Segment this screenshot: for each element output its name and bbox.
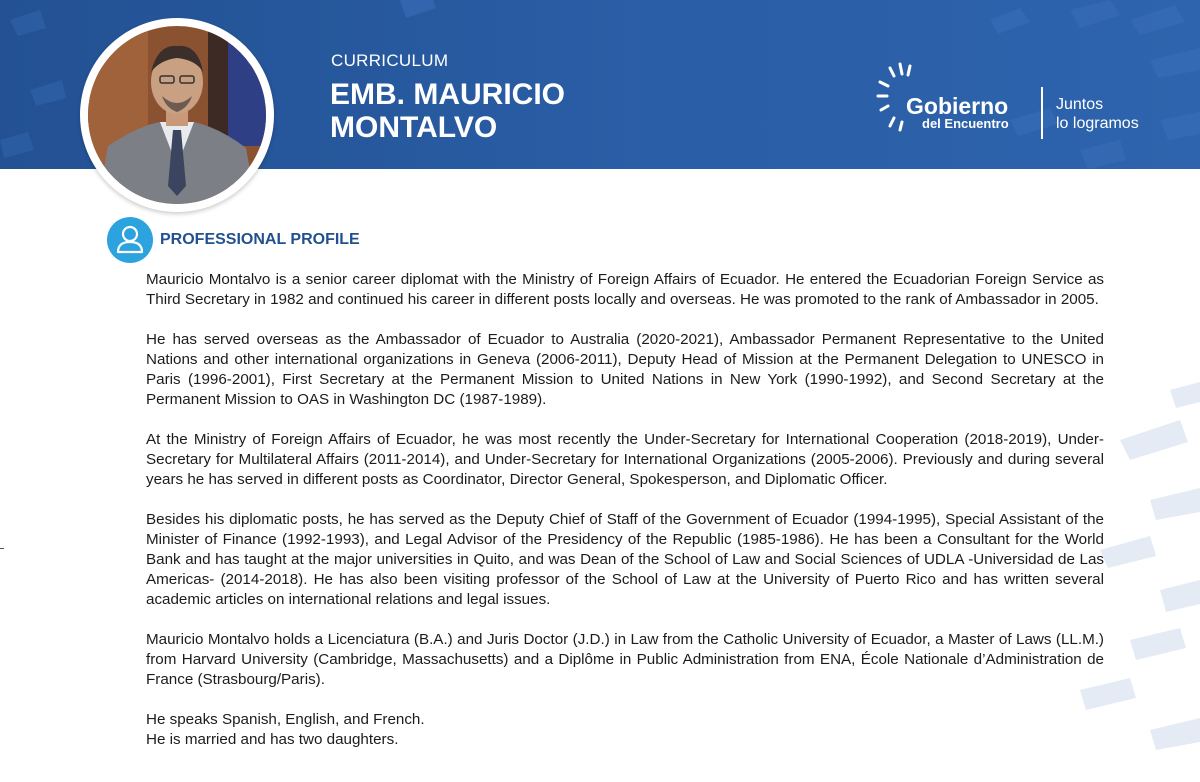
- person-icon: [107, 217, 153, 263]
- paragraph: He has served overseas as the Ambassador of Ecuador to Australia (2020-2021), Ambassador Permanent Representative to the United Nations and other international organizations in Geneva (2006-2011), Deputy Head of Mission at the Permanent Delegation to UNESCO in Paris (1996-2001), First Secretary at the Permanent Mission to United Nations in New York (1990-1992), and Second Secretary at the Permanent Mission to OAS in Washington DC (1987-1989).: [146, 331, 1104, 408]
- paragraph: At the Ministry of Foreign Affairs of Ecuador, he was most recently the Under-Secretary for International Cooperation (2018-2019), Under-Secretary for Multilateral Affairs (2011-2014), and Under-Secretary for International Organizations (2005-2006). Previously and during several years he has served in different posts as Coordinator, Director General, Spokesperson, and Diplomatic Officer.: [146, 431, 1104, 488]
- logo-brand-name: Gobierno: [906, 93, 1009, 119]
- section-title: PROFESSIONAL PROFILE: [160, 231, 360, 248]
- person-name: [330, 78, 565, 144]
- logo-divider: [1041, 87, 1043, 139]
- profile-body: [146, 270, 1104, 750]
- portrait-photo: [88, 26, 266, 204]
- paragraph: Besides his diplomatic posts, he has served as the Deputy Chief of Staff of the Government of Ecuador (1994-1995), Special Assistant of the Minister of Finance (1992-1993), and Legal Advisor of the Presidency of the Republic (1985-1986). He has been a Consultant for the World Bank and has taught at the major universities in Quito, and was Dean of the School of Law and Social Sciences of UDLA -Universidad de Las Americas- (2014-2018). He has also been visiting professor of the School of Law at the University of Puerto Rico and has written several academic articles on international relations and legal issues.: [146, 511, 1104, 608]
- name-line-2: MONTALVO: [330, 111, 498, 144]
- paragraph: Mauricio Montalvo holds a Licenciatura (B.A.) and Juris Doctor (J.D.) in Law from the Catholic University of Ecuador, a Master of Laws (LL.M.) from Harvard University (Cambridge, Massachusetts) and a Diplôme in Public Administration from ENA, École Nationale d’Administration de France (Strasbourg/Paris).: [146, 631, 1104, 688]
- government-logo: [876, 60, 1166, 140]
- name-line-1: EMB. MAURICIO: [330, 78, 565, 111]
- slogan-line-2: lo logramos: [1056, 115, 1139, 132]
- slogan-line-1: Juntos: [1056, 96, 1104, 113]
- closing-line-languages: He speaks Spanish, English, and French.: [146, 711, 425, 728]
- logo-slogan: [1056, 95, 1139, 133]
- paragraph: Mauricio Montalvo is a senior career diplomat with the Ministry of Foreign Affairs of Ecuador. He entered the Ecuadorian Foreign Service as Third Secretary in 1982 and continued his career in different posts locally and overseas. He was promoted to the rank of Ambassador in 2005.: [146, 271, 1104, 308]
- curriculum-label: CURRICULUM: [331, 51, 449, 70]
- logo-brand-subtitle: del Encuentro: [922, 116, 1009, 131]
- margin-mark: [0, 548, 4, 549]
- closing-line-family: He is married and has two daughters.: [146, 731, 399, 748]
